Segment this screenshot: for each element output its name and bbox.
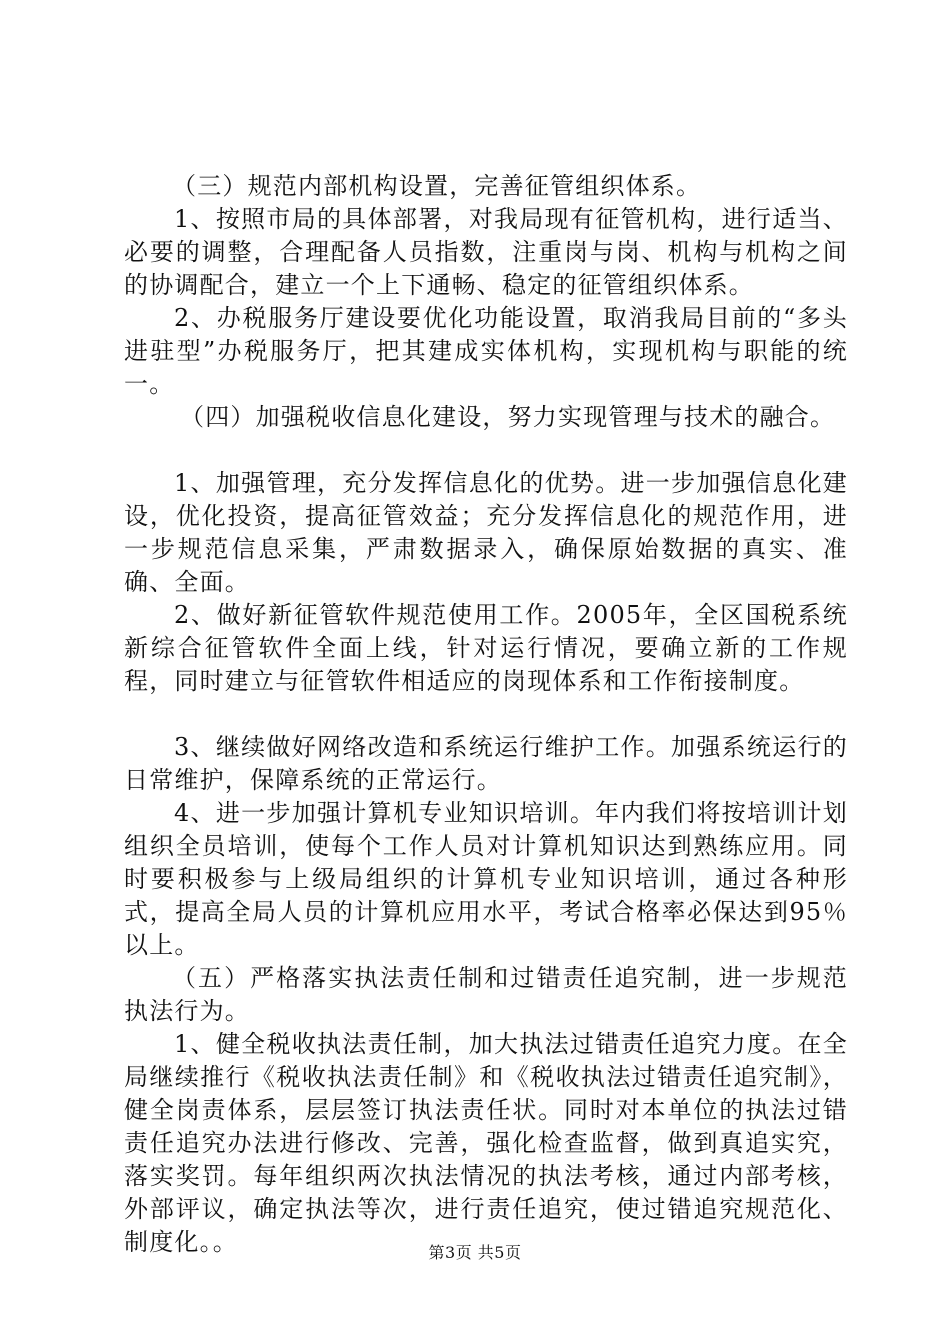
- section-heading-3: （三）规范内部机构设置，完善征管组织体系。: [172, 172, 702, 200]
- paragraph-3-2: 2、办税服务厅建设要优化功能设置，取消我局目前的“多头进驻型”办税服务厅，把其建成实体机构，实现机构与职能的统一。: [124, 304, 848, 398]
- section-heading-4: （四）加强税收信息化建设，努力实现管理与技术的融合。: [180, 403, 836, 431]
- paragraph-4-3: 3、继续做好网络改造和系统运行维护工作。加强系统运行的日常维护，保障系统的正常运行。: [124, 733, 848, 794]
- section-heading-5: （五）严格落实执法责任制和过错责任追究制，进一步规范执法行为。: [124, 964, 848, 1025]
- paragraph-5-1: 1、健全税收执法责任制，加大执法过错责任追究力度。在全局继续推行《税收执法责任制》和《税收执法过错责任追究制》，健全岗责体系，层层签订执法责任状。同时对本单位的执法过错责任追究办法进行修改、完善，强化检查监督，做到真追实究，落实奖罚。每年组织两次执法情况的执法考核，通过内部考核，外部评议，确定执法等次，进行责任追究，使过错追究规范化、制度化。。: [124, 1030, 848, 1256]
- page-footer: 第3页 共5页: [428, 1243, 522, 1262]
- paragraph-4-4: 4、进一步加强计算机专业知识培训。年内我们将按培训计划组织全员培训，使每个工作人员对计算机知识达到熟练应用。同时要积极参与上级局组织的计算机专业知识培训，通过各种形式，提高全局人员的计算机应用水平，考试合格率必保达到95％以上。: [124, 799, 848, 959]
- paragraph-4-1: 1、加强管理，充分发挥信息化的优势。进一步加强信息化建设，优化投资，提高征管效益；充分发挥信息化的规范作用，进一步规范信息采集，严肃数据录入，确保原始数据的真实、准确、全面。: [124, 469, 848, 596]
- document-body: [124, 170, 848, 1259]
- paragraph-4-2: 2、做好新征管软件规范使用工作。2005年，全区国税系统新综合征管软件全面上线，针对运行情况，要确立新的工作规程，同时建立与征管软件相适应的岗现体系和工作衔接制度。: [124, 601, 848, 695]
- paragraph-3-1: 1、按照市局的具体部署，对我局现有征管机构，进行适当、必要的调整，合理配备人员指数，注重岗与岗、机构与机构之间的协调配合，建立一个上下通畅、稳定的征管组织体系。: [124, 205, 848, 299]
